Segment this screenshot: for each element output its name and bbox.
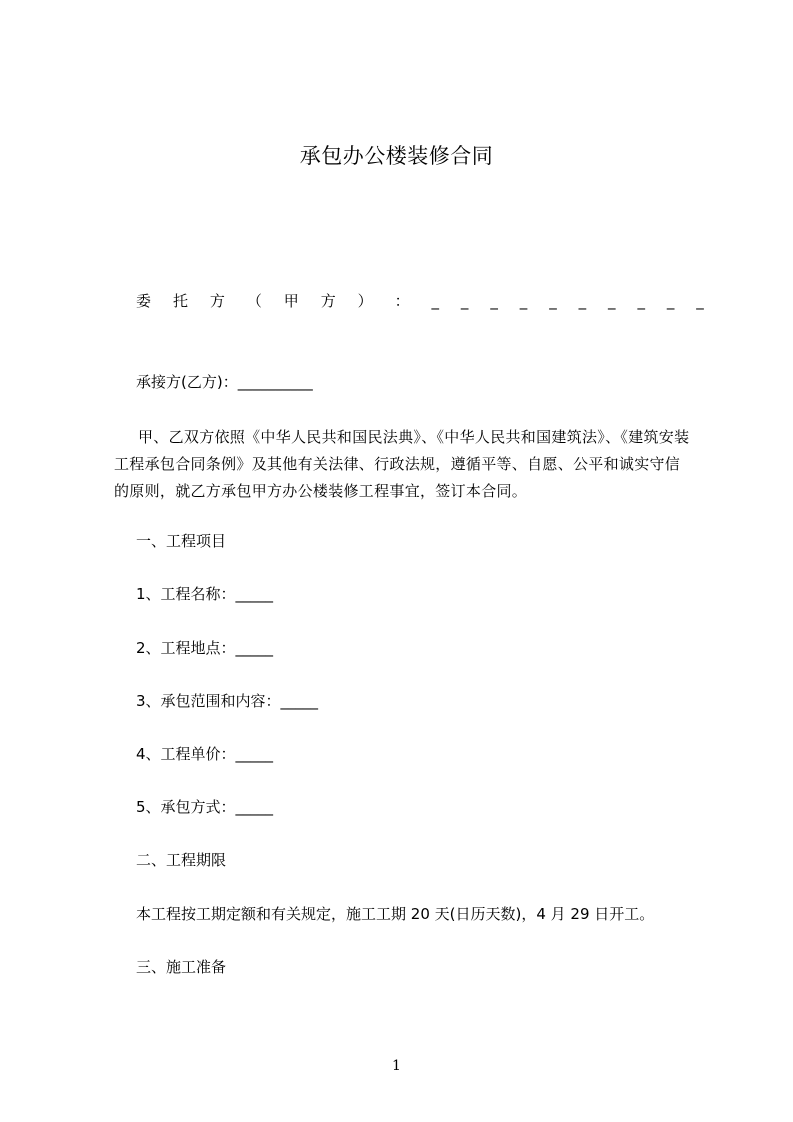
contract-title: 承包办公楼装修合同 <box>299 144 494 168</box>
party-a-blank: _ <box>431 292 439 310</box>
party-a-blank: _ <box>578 292 587 310</box>
party-a-blank: _ <box>666 292 675 310</box>
project-location-item: 2、工程地点：_____ <box>136 639 274 657</box>
party-a-blank: _ <box>490 292 498 310</box>
party-a-char: 托 <box>172 292 188 310</box>
contract-scope-item: 3、承包范围和内容：_____ <box>136 692 319 710</box>
section-heading: 二、工程期限 <box>136 851 227 869</box>
party-a-char: ） <box>357 292 373 310</box>
project-name-item: 1、工程名称：_____ <box>136 585 274 603</box>
party-a-char: （ <box>246 292 262 310</box>
section-heading: 一、工程项目 <box>136 532 227 550</box>
party-b-line: 承接方(乙方)：__________ <box>136 373 313 391</box>
section-heading: 三、施工准备 <box>136 958 227 976</box>
party-a-line <box>136 290 704 312</box>
party-a-blank: _ <box>696 292 704 310</box>
party-a-char: 方 <box>320 292 336 310</box>
contract-method-item: 5、承包方式：_____ <box>136 798 274 816</box>
party-a-blank: _ <box>460 292 469 310</box>
party-a-char: 方 <box>209 292 225 310</box>
party-a-char: 委 <box>136 292 152 310</box>
party-a-blank: _ <box>608 292 616 310</box>
party-a-blank: _ <box>519 292 528 310</box>
unit-price-item: 4、工程单价：_____ <box>136 745 274 763</box>
schedule-paragraph: 本工程按工期定额和有关规定，施工工期 20 天(日历天数)，4 月 29 日开工。 <box>136 905 655 923</box>
party-a-char: 甲 <box>283 292 299 310</box>
preamble-paragraph: 甲、乙双方依照《中华人民共和国民法典》、《中华人民共和国建筑法》、《建筑安装工程承包合同条例》及其他有关法律、行政法规，遵循平等、自愿、公平和诚实守信的原则，就乙方承包甲方办公楼装修工程事宜，签订本合同。 <box>114 428 690 500</box>
party-a-char: ： <box>394 292 410 310</box>
party-a-blank: _ <box>637 292 645 310</box>
party-a-blank: _ <box>549 292 557 310</box>
page-number: 1 <box>392 1058 401 1074</box>
